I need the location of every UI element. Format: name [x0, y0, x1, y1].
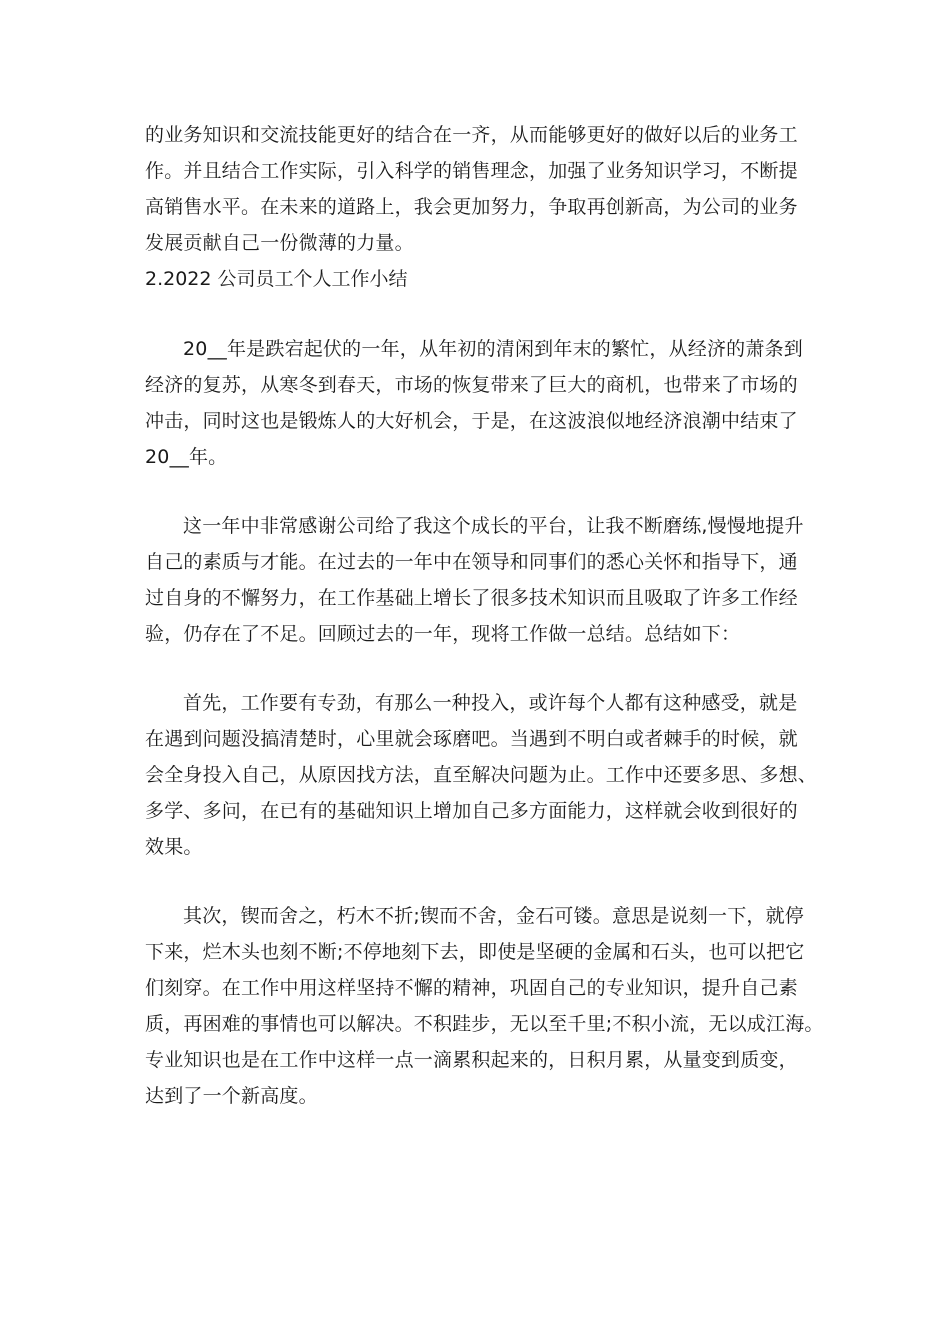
text-line: 下来，烂木头也刻不断;不停地刻下去，即使是坚硬的金属和石头，也可以把它	[145, 941, 805, 963]
paragraph-first-point	[145, 685, 835, 865]
text-line: 的业务知识和交流技能更好的结合在一齐，从而能够更好的做好以后的业务工	[145, 124, 798, 146]
section-heading: 2.2022 公司员工个人工作小结	[145, 268, 408, 290]
text-line: 在遇到问题没搞清楚时，心里就会琢磨吧。当遇到不明白或者棘手的时候，就	[145, 728, 798, 750]
text-line: 达到了一个新高度。	[145, 1085, 318, 1107]
text-line: 首先，工作要有专劲，有那么一种投入，或许每个人都有这种感受，就是	[183, 692, 798, 714]
text-line: 们刻穿。在工作中用这样坚持不懈的精神，巩固自己的专业知识，提升自己素	[145, 977, 798, 999]
paragraph-intro	[145, 331, 835, 475]
text-line: 20__年。	[145, 446, 228, 468]
text-line: 会全身投入自己，从原因找方法，直至解决问题为止。工作中还要多思、多想、	[145, 764, 818, 786]
text-line: 自己的素质与才能。在过去的一年中在领导和同事们的悉心关怀和指导下，通	[145, 551, 798, 573]
text-line: 效果。	[145, 836, 203, 858]
text-line: 经济的复苏，从寒冬到春天，市场的恢复带来了巨大的商机，也带来了市场的	[145, 374, 798, 396]
text-line: 作。并且结合工作实际，引入科学的销售理念，加强了业务知识学习，不断提	[145, 160, 798, 182]
paragraph-second-point	[145, 898, 835, 1114]
text-line: 这一年中非常感谢公司给了我这个成长的平台，让我不断磨练,慢慢地提升	[183, 515, 804, 537]
paragraph-thanks	[145, 508, 835, 652]
document-page	[145, 117, 835, 1114]
text-line: 多学、多问，在已有的基础知识上增加自己多方面能力，这样就会收到很好的	[145, 800, 798, 822]
text-line: 质，再困难的事情也可以解决。不积跬步，无以至千里;不积小流，无以成江海。	[145, 1013, 824, 1035]
text-line: 过自身的不懈努力，在工作基础上增长了很多技术知识而且吸取了许多工作经	[145, 587, 798, 609]
text-line: 专业知识也是在工作中这样一点一滴累积起来的，日积月累，从量变到质变，	[145, 1049, 798, 1071]
text-line: 20__年是跌宕起伏的一年，从年初的清闲到年末的繁忙，从经济的萧条到	[183, 338, 803, 360]
text-line: 其次，锲而舍之，朽木不折;锲而不舍，金石可镂。意思是说刻一下，就停	[183, 905, 805, 927]
text-line: 高销售水平。在未来的道路上，我会更加努力，争取再创新高，为公司的业务	[145, 196, 798, 218]
paragraph-continued	[145, 117, 835, 261]
text-line: 冲击，同时这也是锻炼人的大好机会，于是，在这波浪似地经济浪潮中结束了	[145, 410, 798, 432]
text-line: 验，仍存在了不足。回顾过去的一年，现将工作做一总结。总结如下：	[145, 623, 741, 645]
text-line: 发展贡献自己一份微薄的力量。	[145, 232, 414, 254]
